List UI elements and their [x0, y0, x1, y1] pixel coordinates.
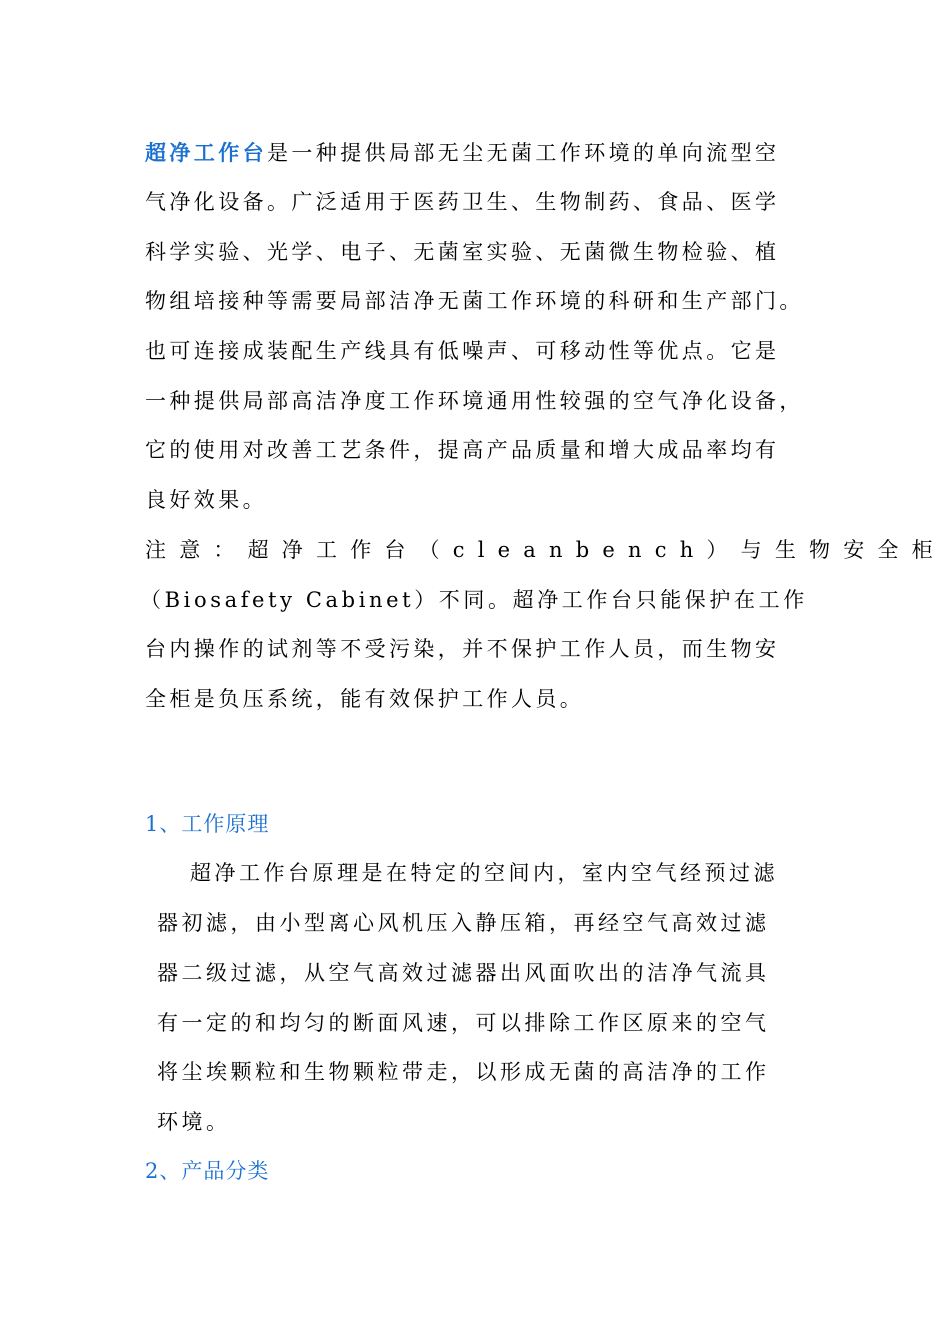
section-line-4: 有一定的和均匀的断面风速，可以排除工作区原来的空气 — [157, 1011, 770, 1035]
section-heading: 1、工作原理 — [145, 812, 270, 836]
intro-line-8: 良好效果。 — [145, 488, 267, 512]
section-line-1: 超净工作台原理是在特定的空间内，室内空气经预过滤 — [190, 861, 778, 885]
note-line-1: 注意：超净工作台（cleanbench）与生物安全柜 — [145, 538, 946, 562]
intro-line-3: 科学实验、光学、电子、无菌室实验、无菌微生物检验、植 — [145, 240, 780, 264]
intro-line-6: 一种提供局部高洁净度工作环境通用性较强的空气净化设备， — [145, 389, 804, 413]
section-line-2: 器初滤，由小型离心风机压入静压箱，再经空气高效过滤 — [157, 911, 770, 935]
highlighted-term: 超净工作台 — [145, 141, 267, 165]
section-line-3: 器二级过滤，从空气高效过滤器出风面吹出的洁净气流具 — [157, 961, 770, 985]
intro-line-7: 它的使用对改善工艺条件，提高产品质量和增大成品率均有 — [145, 438, 780, 462]
note-line-2: （Biosafety Cabinet）不同。超净工作台只能保护在工作 — [140, 588, 808, 612]
intro-line-1 — [145, 140, 779, 166]
intro-line-5: 也可连接成装配生产线具有低噪声、可移动性等优点。它是 — [145, 339, 780, 363]
section-line-6: 环境。 — [157, 1110, 231, 1134]
section-line-5: 将尘埃颗粒和生物颗粒带走，以形成无菌的高洁净的工作 — [157, 1060, 770, 1084]
intro-line-2: 气净化设备。广泛适用于医药卫生、生物制药、食品、医学 — [145, 190, 780, 214]
intro-line-1-text: 是一种提供局部无尘无菌工作环境的单向流型空 — [267, 141, 780, 165]
note-line-4: 全柜是负压系统，能有效保护工作人员。 — [145, 687, 585, 711]
intro-line-4: 物组培接种等需要局部洁净无菌工作环境的科研和生产部门。 — [145, 289, 804, 313]
section-heading: 2、产品分类 — [145, 1159, 270, 1183]
note-line-3: 台内操作的试剂等不受污染，并不保护工作人员，而生物安 — [145, 637, 780, 661]
